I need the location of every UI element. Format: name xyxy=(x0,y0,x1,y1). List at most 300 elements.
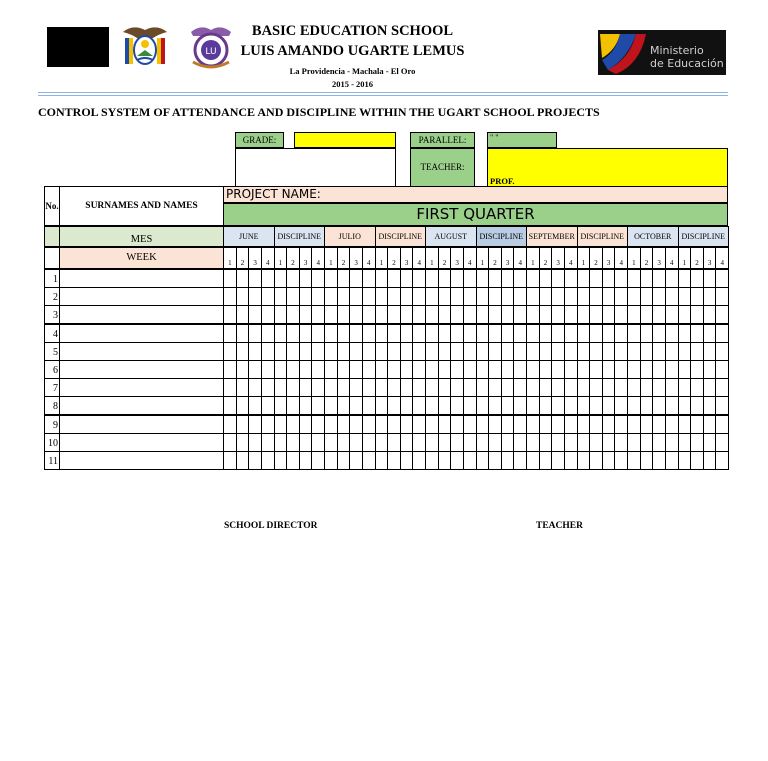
attendance-cell[interactable] xyxy=(602,269,616,288)
attendance-cell[interactable] xyxy=(526,324,540,343)
attendance-cell[interactable] xyxy=(274,433,288,452)
attendance-cell[interactable] xyxy=(261,415,275,434)
attendance-cell[interactable] xyxy=(223,269,237,288)
attendance-cell[interactable] xyxy=(375,342,389,361)
attendance-cell[interactable] xyxy=(248,396,262,415)
attendance-cell[interactable] xyxy=(223,305,237,324)
student-name-cell[interactable] xyxy=(59,287,224,306)
attendance-cell[interactable] xyxy=(476,451,490,470)
attendance-cell[interactable] xyxy=(463,433,477,452)
attendance-cell[interactable] xyxy=(715,451,729,470)
attendance-cell[interactable] xyxy=(614,287,628,306)
attendance-cell[interactable] xyxy=(539,360,553,379)
attendance-cell[interactable] xyxy=(539,451,553,470)
attendance-cell[interactable] xyxy=(690,269,704,288)
attendance-cell[interactable] xyxy=(248,378,262,397)
attendance-cell[interactable] xyxy=(337,396,351,415)
attendance-cell[interactable] xyxy=(324,269,338,288)
attendance-cell[interactable] xyxy=(286,433,300,452)
attendance-cell[interactable] xyxy=(463,342,477,361)
attendance-cell[interactable] xyxy=(652,287,666,306)
attendance-cell[interactable] xyxy=(261,360,275,379)
attendance-cell[interactable] xyxy=(690,305,704,324)
attendance-cell[interactable] xyxy=(425,324,439,343)
attendance-cell[interactable] xyxy=(488,415,502,434)
attendance-cell[interactable] xyxy=(678,451,692,470)
attendance-cell[interactable] xyxy=(652,396,666,415)
attendance-cell[interactable] xyxy=(476,378,490,397)
attendance-cell[interactable] xyxy=(261,324,275,343)
attendance-cell[interactable] xyxy=(299,342,313,361)
attendance-cell[interactable] xyxy=(551,324,565,343)
student-name-cell[interactable] xyxy=(59,305,224,324)
attendance-cell[interactable] xyxy=(400,305,414,324)
attendance-cell[interactable] xyxy=(248,433,262,452)
attendance-cell[interactable] xyxy=(539,396,553,415)
attendance-cell[interactable] xyxy=(299,451,313,470)
attendance-cell[interactable] xyxy=(438,287,452,306)
attendance-cell[interactable] xyxy=(438,324,452,343)
attendance-cell[interactable] xyxy=(640,324,654,343)
attendance-cell[interactable] xyxy=(501,433,515,452)
attendance-cell[interactable] xyxy=(715,433,729,452)
attendance-cell[interactable] xyxy=(324,378,338,397)
attendance-cell[interactable] xyxy=(261,433,275,452)
parallel-field[interactable]: " " xyxy=(487,132,557,148)
attendance-cell[interactable] xyxy=(425,305,439,324)
attendance-cell[interactable] xyxy=(362,433,376,452)
attendance-cell[interactable] xyxy=(274,378,288,397)
attendance-cell[interactable] xyxy=(652,378,666,397)
attendance-cell[interactable] xyxy=(703,415,717,434)
attendance-cell[interactable] xyxy=(589,451,603,470)
attendance-cell[interactable] xyxy=(513,378,527,397)
attendance-cell[interactable] xyxy=(450,451,464,470)
attendance-cell[interactable] xyxy=(627,451,641,470)
attendance-cell[interactable] xyxy=(589,433,603,452)
attendance-cell[interactable] xyxy=(614,360,628,379)
attendance-cell[interactable] xyxy=(236,378,250,397)
attendance-cell[interactable] xyxy=(311,433,325,452)
attendance-cell[interactable] xyxy=(665,342,679,361)
attendance-cell[interactable] xyxy=(614,378,628,397)
attendance-cell[interactable] xyxy=(450,287,464,306)
attendance-cell[interactable] xyxy=(703,269,717,288)
attendance-cell[interactable] xyxy=(652,269,666,288)
attendance-cell[interactable] xyxy=(539,287,553,306)
attendance-cell[interactable] xyxy=(324,451,338,470)
attendance-cell[interactable] xyxy=(665,360,679,379)
attendance-cell[interactable] xyxy=(640,396,654,415)
attendance-cell[interactable] xyxy=(248,305,262,324)
attendance-cell[interactable] xyxy=(438,360,452,379)
attendance-cell[interactable] xyxy=(349,287,363,306)
attendance-cell[interactable] xyxy=(488,324,502,343)
attendance-cell[interactable] xyxy=(564,378,578,397)
attendance-cell[interactable] xyxy=(640,342,654,361)
attendance-cell[interactable] xyxy=(690,396,704,415)
attendance-cell[interactable] xyxy=(640,433,654,452)
attendance-cell[interactable] xyxy=(627,324,641,343)
attendance-cell[interactable] xyxy=(450,433,464,452)
attendance-cell[interactable] xyxy=(286,415,300,434)
attendance-cell[interactable] xyxy=(614,269,628,288)
attendance-cell[interactable] xyxy=(589,378,603,397)
attendance-cell[interactable] xyxy=(551,378,565,397)
attendance-cell[interactable] xyxy=(526,287,540,306)
attendance-cell[interactable] xyxy=(248,287,262,306)
attendance-cell[interactable] xyxy=(286,324,300,343)
attendance-cell[interactable] xyxy=(652,324,666,343)
attendance-cell[interactable] xyxy=(627,378,641,397)
attendance-cell[interactable] xyxy=(375,324,389,343)
attendance-cell[interactable] xyxy=(349,305,363,324)
attendance-cell[interactable] xyxy=(513,360,527,379)
attendance-cell[interactable] xyxy=(627,396,641,415)
attendance-cell[interactable] xyxy=(274,324,288,343)
attendance-cell[interactable] xyxy=(274,287,288,306)
attendance-cell[interactable] xyxy=(337,415,351,434)
attendance-cell[interactable] xyxy=(248,342,262,361)
attendance-cell[interactable] xyxy=(438,451,452,470)
attendance-cell[interactable] xyxy=(425,415,439,434)
grade-notes-box[interactable] xyxy=(235,148,396,187)
attendance-cell[interactable] xyxy=(526,451,540,470)
attendance-cell[interactable] xyxy=(450,360,464,379)
attendance-cell[interactable] xyxy=(539,378,553,397)
attendance-cell[interactable] xyxy=(690,342,704,361)
attendance-cell[interactable] xyxy=(375,305,389,324)
attendance-cell[interactable] xyxy=(703,360,717,379)
attendance-cell[interactable] xyxy=(337,305,351,324)
attendance-cell[interactable] xyxy=(703,324,717,343)
attendance-cell[interactable] xyxy=(488,451,502,470)
attendance-cell[interactable] xyxy=(513,287,527,306)
attendance-cell[interactable] xyxy=(564,287,578,306)
attendance-cell[interactable] xyxy=(450,269,464,288)
attendance-cell[interactable] xyxy=(614,342,628,361)
student-name-cell[interactable] xyxy=(59,342,224,361)
attendance-cell[interactable] xyxy=(488,360,502,379)
attendance-cell[interactable] xyxy=(450,396,464,415)
attendance-cell[interactable] xyxy=(438,396,452,415)
attendance-cell[interactable] xyxy=(387,269,401,288)
attendance-cell[interactable] xyxy=(286,287,300,306)
attendance-cell[interactable] xyxy=(501,415,515,434)
attendance-cell[interactable] xyxy=(337,451,351,470)
attendance-cell[interactable] xyxy=(349,342,363,361)
attendance-cell[interactable] xyxy=(678,433,692,452)
attendance-cell[interactable] xyxy=(261,396,275,415)
attendance-cell[interactable] xyxy=(450,305,464,324)
attendance-cell[interactable] xyxy=(248,324,262,343)
attendance-cell[interactable] xyxy=(476,342,490,361)
attendance-cell[interactable] xyxy=(337,287,351,306)
attendance-cell[interactable] xyxy=(274,360,288,379)
attendance-cell[interactable] xyxy=(614,451,628,470)
attendance-cell[interactable] xyxy=(223,415,237,434)
attendance-cell[interactable] xyxy=(539,269,553,288)
attendance-cell[interactable] xyxy=(375,433,389,452)
attendance-cell[interactable] xyxy=(337,433,351,452)
attendance-cell[interactable] xyxy=(652,415,666,434)
attendance-cell[interactable] xyxy=(337,360,351,379)
attendance-cell[interactable] xyxy=(690,378,704,397)
attendance-cell[interactable] xyxy=(501,305,515,324)
attendance-cell[interactable] xyxy=(349,451,363,470)
attendance-cell[interactable] xyxy=(463,287,477,306)
attendance-cell[interactable] xyxy=(223,287,237,306)
attendance-cell[interactable] xyxy=(311,324,325,343)
attendance-cell[interactable] xyxy=(564,433,578,452)
attendance-cell[interactable] xyxy=(337,269,351,288)
attendance-cell[interactable] xyxy=(640,269,654,288)
attendance-cell[interactable] xyxy=(665,324,679,343)
attendance-cell[interactable] xyxy=(463,360,477,379)
attendance-cell[interactable] xyxy=(450,324,464,343)
attendance-cell[interactable] xyxy=(362,269,376,288)
student-name-cell[interactable] xyxy=(59,415,224,434)
attendance-cell[interactable] xyxy=(362,415,376,434)
attendance-cell[interactable] xyxy=(640,287,654,306)
attendance-cell[interactable] xyxy=(488,433,502,452)
attendance-cell[interactable] xyxy=(703,396,717,415)
attendance-cell[interactable] xyxy=(450,415,464,434)
attendance-cell[interactable] xyxy=(488,287,502,306)
attendance-cell[interactable] xyxy=(551,415,565,434)
attendance-cell[interactable] xyxy=(564,415,578,434)
attendance-cell[interactable] xyxy=(602,360,616,379)
attendance-cell[interactable] xyxy=(564,324,578,343)
attendance-cell[interactable] xyxy=(577,305,591,324)
attendance-cell[interactable] xyxy=(703,287,717,306)
attendance-cell[interactable] xyxy=(652,433,666,452)
attendance-cell[interactable] xyxy=(223,378,237,397)
attendance-cell[interactable] xyxy=(425,378,439,397)
attendance-cell[interactable] xyxy=(412,396,426,415)
attendance-cell[interactable] xyxy=(551,305,565,324)
attendance-cell[interactable] xyxy=(223,451,237,470)
attendance-cell[interactable] xyxy=(450,378,464,397)
attendance-cell[interactable] xyxy=(362,342,376,361)
attendance-cell[interactable] xyxy=(286,305,300,324)
attendance-cell[interactable] xyxy=(602,415,616,434)
attendance-cell[interactable] xyxy=(261,378,275,397)
attendance-cell[interactable] xyxy=(412,378,426,397)
attendance-cell[interactable] xyxy=(311,378,325,397)
attendance-cell[interactable] xyxy=(690,415,704,434)
attendance-cell[interactable] xyxy=(387,360,401,379)
attendance-cell[interactable] xyxy=(703,378,717,397)
attendance-cell[interactable] xyxy=(513,433,527,452)
attendance-cell[interactable] xyxy=(362,451,376,470)
attendance-cell[interactable] xyxy=(400,378,414,397)
attendance-cell[interactable] xyxy=(551,433,565,452)
attendance-cell[interactable] xyxy=(627,269,641,288)
attendance-cell[interactable] xyxy=(463,396,477,415)
attendance-cell[interactable] xyxy=(400,342,414,361)
attendance-cell[interactable] xyxy=(526,433,540,452)
attendance-cell[interactable] xyxy=(602,305,616,324)
attendance-cell[interactable] xyxy=(476,360,490,379)
attendance-cell[interactable] xyxy=(614,324,628,343)
attendance-cell[interactable] xyxy=(652,360,666,379)
attendance-cell[interactable] xyxy=(412,360,426,379)
attendance-cell[interactable] xyxy=(375,287,389,306)
attendance-cell[interactable] xyxy=(678,305,692,324)
attendance-cell[interactable] xyxy=(236,451,250,470)
attendance-cell[interactable] xyxy=(349,415,363,434)
attendance-cell[interactable] xyxy=(665,305,679,324)
attendance-cell[interactable] xyxy=(362,324,376,343)
attendance-cell[interactable] xyxy=(501,360,515,379)
attendance-cell[interactable] xyxy=(400,287,414,306)
attendance-cell[interactable] xyxy=(248,360,262,379)
attendance-cell[interactable] xyxy=(488,378,502,397)
attendance-cell[interactable] xyxy=(627,342,641,361)
attendance-cell[interactable] xyxy=(476,415,490,434)
attendance-cell[interactable] xyxy=(564,305,578,324)
attendance-cell[interactable] xyxy=(463,415,477,434)
attendance-cell[interactable] xyxy=(236,324,250,343)
project-name-field[interactable]: PROJECT NAME: xyxy=(223,186,728,203)
attendance-cell[interactable] xyxy=(349,396,363,415)
attendance-cell[interactable] xyxy=(627,433,641,452)
attendance-cell[interactable] xyxy=(564,342,578,361)
attendance-cell[interactable] xyxy=(387,324,401,343)
attendance-cell[interactable] xyxy=(311,396,325,415)
attendance-cell[interactable] xyxy=(551,360,565,379)
attendance-cell[interactable] xyxy=(501,269,515,288)
attendance-cell[interactable] xyxy=(337,378,351,397)
attendance-cell[interactable] xyxy=(299,269,313,288)
attendance-cell[interactable] xyxy=(362,360,376,379)
teacher-field[interactable] xyxy=(487,148,728,187)
attendance-cell[interactable] xyxy=(362,378,376,397)
attendance-cell[interactable] xyxy=(602,378,616,397)
attendance-cell[interactable] xyxy=(223,396,237,415)
attendance-cell[interactable] xyxy=(236,360,250,379)
attendance-cell[interactable] xyxy=(526,360,540,379)
attendance-cell[interactable] xyxy=(678,287,692,306)
attendance-cell[interactable] xyxy=(387,433,401,452)
attendance-cell[interactable] xyxy=(652,451,666,470)
attendance-cell[interactable] xyxy=(627,287,641,306)
attendance-cell[interactable] xyxy=(652,342,666,361)
attendance-cell[interactable] xyxy=(261,451,275,470)
student-name-cell[interactable] xyxy=(59,451,224,470)
attendance-cell[interactable] xyxy=(337,342,351,361)
attendance-cell[interactable] xyxy=(438,305,452,324)
attendance-cell[interactable] xyxy=(678,360,692,379)
attendance-cell[interactable] xyxy=(425,433,439,452)
attendance-cell[interactable] xyxy=(362,305,376,324)
attendance-cell[interactable] xyxy=(412,415,426,434)
attendance-cell[interactable] xyxy=(324,305,338,324)
attendance-cell[interactable] xyxy=(311,451,325,470)
attendance-cell[interactable] xyxy=(602,451,616,470)
attendance-cell[interactable] xyxy=(438,433,452,452)
attendance-cell[interactable] xyxy=(703,433,717,452)
attendance-cell[interactable] xyxy=(349,269,363,288)
attendance-cell[interactable] xyxy=(513,342,527,361)
attendance-cell[interactable] xyxy=(236,396,250,415)
attendance-cell[interactable] xyxy=(577,287,591,306)
attendance-cell[interactable] xyxy=(248,451,262,470)
attendance-cell[interactable] xyxy=(690,324,704,343)
attendance-cell[interactable] xyxy=(589,396,603,415)
attendance-cell[interactable] xyxy=(564,360,578,379)
attendance-cell[interactable] xyxy=(349,433,363,452)
attendance-cell[interactable] xyxy=(438,269,452,288)
attendance-cell[interactable] xyxy=(551,287,565,306)
attendance-cell[interactable] xyxy=(412,342,426,361)
attendance-cell[interactable] xyxy=(690,433,704,452)
attendance-cell[interactable] xyxy=(577,269,591,288)
attendance-cell[interactable] xyxy=(589,305,603,324)
attendance-cell[interactable] xyxy=(589,287,603,306)
attendance-cell[interactable] xyxy=(526,269,540,288)
attendance-cell[interactable] xyxy=(425,396,439,415)
attendance-cell[interactable] xyxy=(223,360,237,379)
attendance-cell[interactable] xyxy=(400,396,414,415)
attendance-cell[interactable] xyxy=(274,305,288,324)
attendance-cell[interactable] xyxy=(690,451,704,470)
attendance-cell[interactable] xyxy=(299,305,313,324)
attendance-cell[interactable] xyxy=(577,378,591,397)
attendance-cell[interactable] xyxy=(665,378,679,397)
attendance-cell[interactable] xyxy=(539,305,553,324)
attendance-cell[interactable] xyxy=(261,342,275,361)
attendance-cell[interactable] xyxy=(589,269,603,288)
student-name-cell[interactable] xyxy=(59,396,224,415)
attendance-cell[interactable] xyxy=(286,360,300,379)
attendance-cell[interactable] xyxy=(488,342,502,361)
attendance-cell[interactable] xyxy=(577,433,591,452)
attendance-cell[interactable] xyxy=(425,287,439,306)
attendance-cell[interactable] xyxy=(678,342,692,361)
attendance-cell[interactable] xyxy=(513,415,527,434)
attendance-cell[interactable] xyxy=(387,305,401,324)
attendance-cell[interactable] xyxy=(387,342,401,361)
attendance-cell[interactable] xyxy=(665,269,679,288)
attendance-cell[interactable] xyxy=(324,415,338,434)
attendance-cell[interactable] xyxy=(703,305,717,324)
attendance-cell[interactable] xyxy=(450,342,464,361)
attendance-cell[interactable] xyxy=(375,415,389,434)
attendance-cell[interactable] xyxy=(602,324,616,343)
attendance-cell[interactable] xyxy=(715,396,729,415)
student-name-cell[interactable] xyxy=(59,324,224,343)
attendance-cell[interactable] xyxy=(678,324,692,343)
attendance-cell[interactable] xyxy=(539,433,553,452)
attendance-cell[interactable] xyxy=(400,451,414,470)
attendance-cell[interactable] xyxy=(665,396,679,415)
attendance-cell[interactable] xyxy=(488,269,502,288)
attendance-cell[interactable] xyxy=(513,396,527,415)
attendance-cell[interactable] xyxy=(438,342,452,361)
attendance-cell[interactable] xyxy=(311,287,325,306)
attendance-cell[interactable] xyxy=(715,378,729,397)
attendance-cell[interactable] xyxy=(577,360,591,379)
attendance-cell[interactable] xyxy=(602,287,616,306)
attendance-cell[interactable] xyxy=(274,451,288,470)
attendance-cell[interactable] xyxy=(375,378,389,397)
attendance-cell[interactable] xyxy=(324,396,338,415)
attendance-cell[interactable] xyxy=(665,433,679,452)
attendance-cell[interactable] xyxy=(577,396,591,415)
attendance-cell[interactable] xyxy=(703,451,717,470)
